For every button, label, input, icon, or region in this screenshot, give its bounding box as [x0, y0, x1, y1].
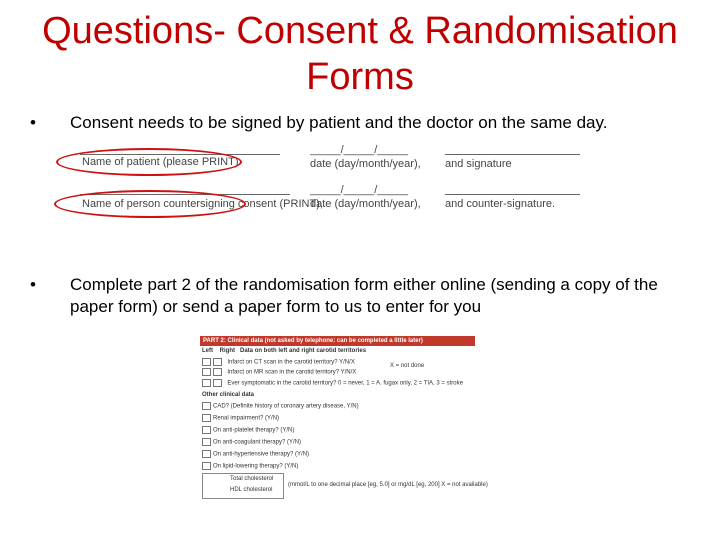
- form-row: [202, 426, 294, 434]
- form-row: [202, 414, 279, 422]
- chol-hdl-label: HDL cholesterol: [230, 487, 273, 493]
- form-row: [202, 379, 463, 387]
- form-row: [202, 358, 355, 366]
- form-row: [202, 462, 298, 470]
- chol-total-label: Total cholesterol: [230, 476, 274, 482]
- bullet-dot: •: [30, 113, 36, 132]
- date-blank: _____/_____/_____: [310, 144, 408, 156]
- date-label: date (day/month/year),: [310, 198, 421, 210]
- counter-signature-label: and counter-signature.: [445, 198, 556, 210]
- checkbox: [213, 379, 222, 387]
- form-row: [202, 402, 359, 410]
- checkbox: [202, 438, 211, 446]
- countersigner-name-label: Name of person countersigning consent (PRINT),: [82, 198, 323, 210]
- highlight-oval: [54, 190, 246, 218]
- row-label: Infarct on MR scan in the carotid territory? Y/N/X: [227, 369, 357, 376]
- checkbox: [202, 426, 211, 434]
- date-label: date (day/month/year),: [310, 158, 421, 170]
- col-left: Left: [202, 348, 213, 354]
- form-header: PART 2: Clinical data (not asked by telephone: can be completed a little later): [200, 336, 475, 346]
- checkbox: [202, 358, 211, 366]
- other-title: Other clinical data: [202, 392, 255, 398]
- row-label: On anti-platelet therapy? (Y/N): [213, 427, 295, 434]
- row-label: On anti-hypertensive therapy? (Y/N): [213, 451, 310, 458]
- date-blank: _____/_____/_____: [310, 184, 408, 196]
- checkbox: [202, 379, 211, 387]
- randomisation-form-image: [200, 336, 488, 500]
- consent-form-image: [50, 140, 610, 220]
- chol-note: (mmol/L to one decimal place [eg, 5.0] or mg/dL [eg, 200] X = not available): [288, 482, 488, 488]
- form-row: [202, 368, 356, 376]
- column-headers: [202, 348, 366, 354]
- form-row: [202, 450, 309, 458]
- row-label: On lipid-lowering therapy? (Y/N): [213, 463, 299, 470]
- checkbox: [202, 450, 211, 458]
- col-right: Right: [219, 348, 235, 354]
- checkbox: [202, 368, 211, 376]
- bullet-dot: •: [30, 275, 36, 294]
- row-label: Infarct on CT scan in the carotid territory? Y/N/X: [227, 359, 355, 366]
- title-line-2: Forms: [306, 56, 414, 98]
- slide-title: [0, 8, 720, 100]
- bullet-text: Complete part 2 of the randomisation form either online (sending a copy of the paper form) or send a paper form to us to enter for you: [70, 275, 658, 316]
- checkbox: [202, 402, 211, 410]
- bullet-text: Consent needs to be signed by patient and the doctor on the same day.: [70, 113, 608, 132]
- signature-line: [445, 154, 580, 155]
- form-row: [202, 438, 301, 446]
- title-line-1: Questions- Consent & Randomisation: [42, 10, 678, 52]
- row-label: On anti-coagulant therapy? (Y/N): [213, 439, 302, 446]
- checkbox: [213, 358, 222, 366]
- checkbox: [202, 462, 211, 470]
- signature-line: [445, 194, 580, 195]
- note-x: X = not done: [390, 363, 425, 369]
- row-label: CAD? (Definite history of coronary artery disease, Y/N): [213, 403, 359, 410]
- highlight-oval: [56, 148, 242, 176]
- row-label: Renal impairment? (Y/N): [213, 415, 280, 422]
- patient-name-label: Name of patient (please PRINT): [82, 156, 239, 168]
- checkbox: [213, 368, 222, 376]
- row-label: Ever symptomatic in the carotid territory? 0 = never, 1 = A. fugax only, 2 = TIA, 3 = stroke: [227, 380, 463, 387]
- signature-label: and signature: [445, 158, 512, 170]
- col-desc: Data on both left and right carotid territories: [240, 348, 367, 354]
- checkbox: [202, 414, 211, 422]
